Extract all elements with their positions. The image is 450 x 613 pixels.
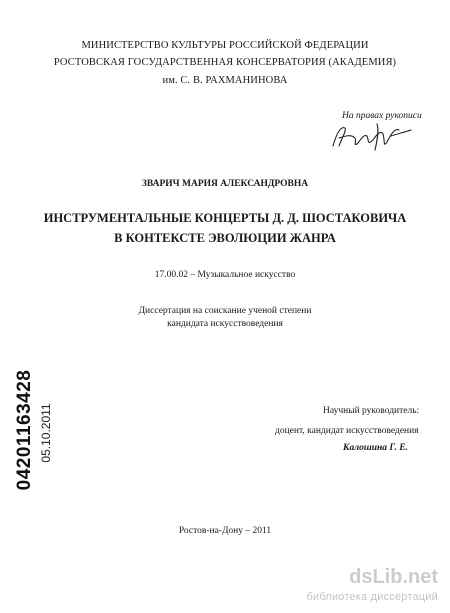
specialty: 17.00.02 – Музыкальное искусство [154,270,296,280]
watermark-tagline: библиотека диссертаций [306,591,438,603]
degree-line-1: Диссертация на соискание ученой степени [138,306,312,316]
author-name: ЗВАРИЧ МАРИЯ АЛЕКСАНДРОВНА [141,179,309,189]
watermark [288,566,438,608]
degree-line-2: кандидата искусствоведения [167,319,283,329]
watermark-name: dsLib.net [349,566,438,588]
ministry-line: МИНИСТЕРСТВО КУЛЬТУРЫ РОССИЙСКОЙ ФЕДЕРАЦИИ [81,40,369,51]
supervisor-label: Научный руководитель: [323,406,420,416]
manuscript-note: На правах рукописи [342,111,422,121]
title-line-1: ИНСТРУМЕНТАЛЬНЫЕ КОНЦЕРТЫ Д. Д. ШОСТАКОВИЧА [43,211,407,225]
named-after-line: им. С. В. РАХМАНИНОВА [162,75,288,86]
place-year: Ростов-на-Дону – 2011 [178,526,272,536]
library-stamp-code: 04201163428 [14,369,35,491]
supervisor-name: Калошина Г. Е. [343,443,408,453]
title-line-2: В КОНТЕКСТЕ ЭВОЛЮЦИИ ЖАНРА [114,231,336,245]
handwritten-signature [327,120,415,152]
supervisor-position: доцент, кандидат искусствоведения [275,426,419,436]
library-stamp-date: 05.10.2011 [39,403,53,463]
conservatory-line: РОСТОВСКАЯ ГОСУДАРСТВЕННАЯ КОНСЕРВАТОРИЯ (АКАДЕМИЯ) [53,57,397,68]
